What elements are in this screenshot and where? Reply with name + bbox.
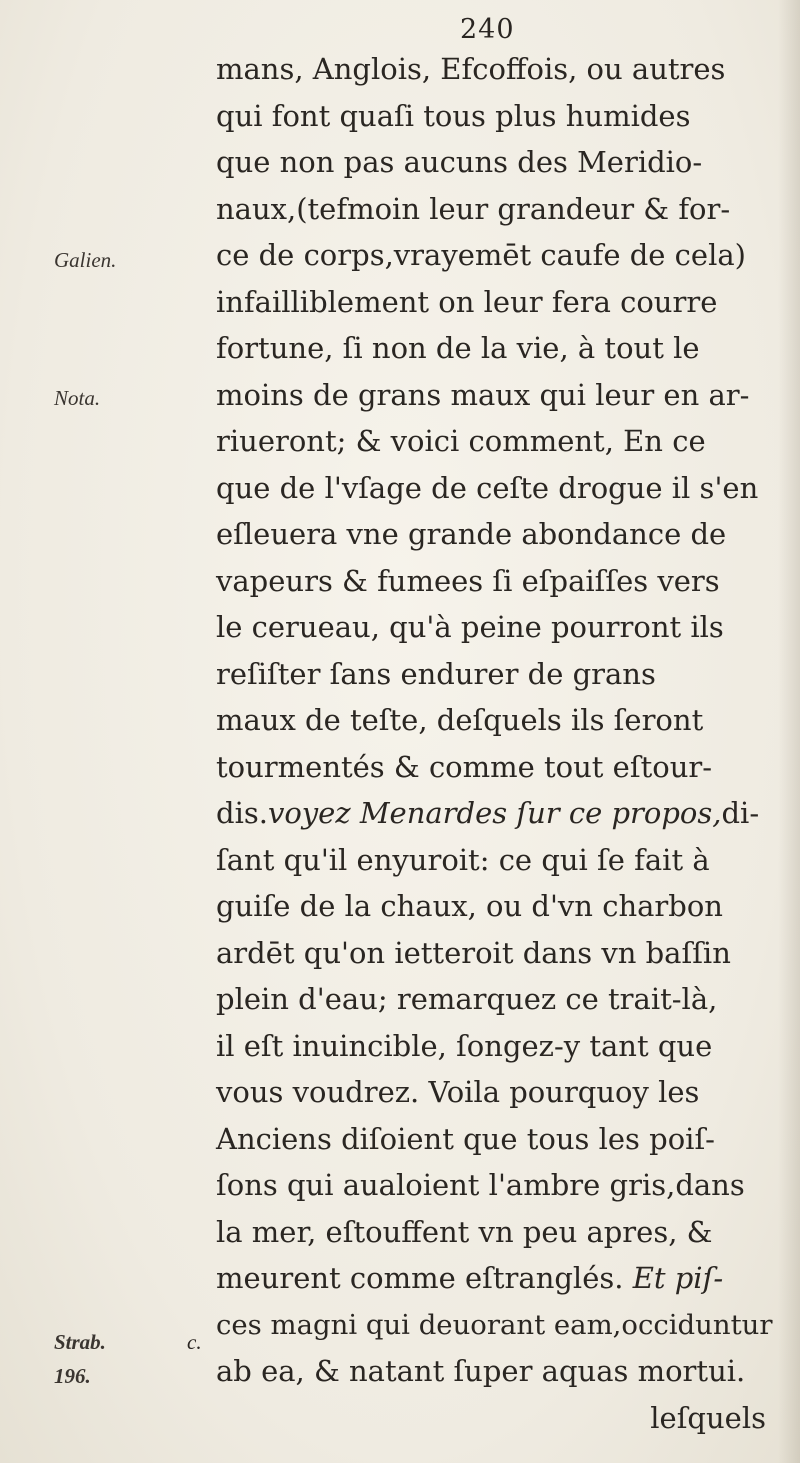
text-line: moins de grans maux qui leur en ar- xyxy=(216,377,750,412)
text-line: ce de corps,vrayemēt caufe de cela) xyxy=(216,238,746,272)
body-text xyxy=(216,46,776,1441)
margin-note-galien: Galien. xyxy=(54,248,117,272)
text-line: maux de teſte, deſquels ils ſeront xyxy=(216,703,704,737)
text-line: il eſt inuincible, ſongez-y tant que xyxy=(216,1028,713,1063)
text-line: riueront; & voici comment, En ce xyxy=(216,424,706,458)
text-span: dis. xyxy=(216,796,268,830)
text-line: reſiſter ſans endurer de grans xyxy=(216,656,656,691)
text-line: vapeurs & fumees ſi eſpaiſſes vers xyxy=(216,563,720,598)
text-line: Anciens diſoient que tous les poiſ- xyxy=(216,1121,715,1156)
text-line: fortune, ſi non de la vie, à tout le xyxy=(216,331,700,365)
text-span: di- xyxy=(721,796,760,830)
text-line: ſons qui aualoient l'ambre gris,dans xyxy=(216,1168,745,1202)
margin-note-strab-number: 196. xyxy=(54,1364,91,1388)
latin-quote-line: ces magni qui deuorant eam,occiduntur xyxy=(216,1308,773,1341)
catchword: leſquels xyxy=(650,1400,766,1435)
text-line: vous voudrez. Voila pourquoy les xyxy=(216,1075,700,1109)
italic-reference: voyez Menardes ſur ce propos, xyxy=(267,796,722,830)
text-line xyxy=(216,790,776,837)
text-line xyxy=(216,1255,776,1302)
text-line: eſleuera vne grande abondance de xyxy=(216,517,727,551)
text-line: infailliblement on leur fera courre xyxy=(216,284,718,319)
text-line: que de l'vſage de ceſte drogue il s'en xyxy=(216,470,759,505)
text-span: meurent comme eſtranglés. xyxy=(216,1261,624,1295)
text-line: ardēt qu'on ietteroit dans vn baſſin xyxy=(216,935,731,970)
text-line: naux,(tefmoin leur grandeur & for- xyxy=(216,191,731,226)
text-line: le cerueau, qu'à peine pourront ils xyxy=(216,610,724,644)
text-line: mans, Anglois, Efcoffois, ou autres xyxy=(216,52,726,86)
text-line: guiſe de la chaux, ou d'vn charbon xyxy=(216,889,723,923)
margin-note-c: c. xyxy=(187,1330,202,1354)
page-number: 240 xyxy=(460,14,515,45)
text-line: ſant qu'il enyuroit: ce qui ſe fait à xyxy=(216,842,710,877)
text-line: que non pas aucuns des Meridio- xyxy=(216,145,703,179)
text-line: qui font quaſi tous plus humides xyxy=(216,98,691,133)
margin-note-strab: Strab. xyxy=(54,1330,106,1354)
text-line: tourmentés & comme tout eſtour- xyxy=(216,749,713,784)
margin-note-nota: Nota. xyxy=(54,386,101,410)
latin-quote-line: ab ea, & natant ſuper aquas mortui. xyxy=(216,1354,746,1388)
text-line: plein d'eau; remarquez ce trait-là, xyxy=(216,982,718,1016)
text-line: la mer, eſtouffent vn peu apres, & xyxy=(216,1214,713,1249)
latin-quote-start: Et piſ- xyxy=(632,1261,724,1295)
